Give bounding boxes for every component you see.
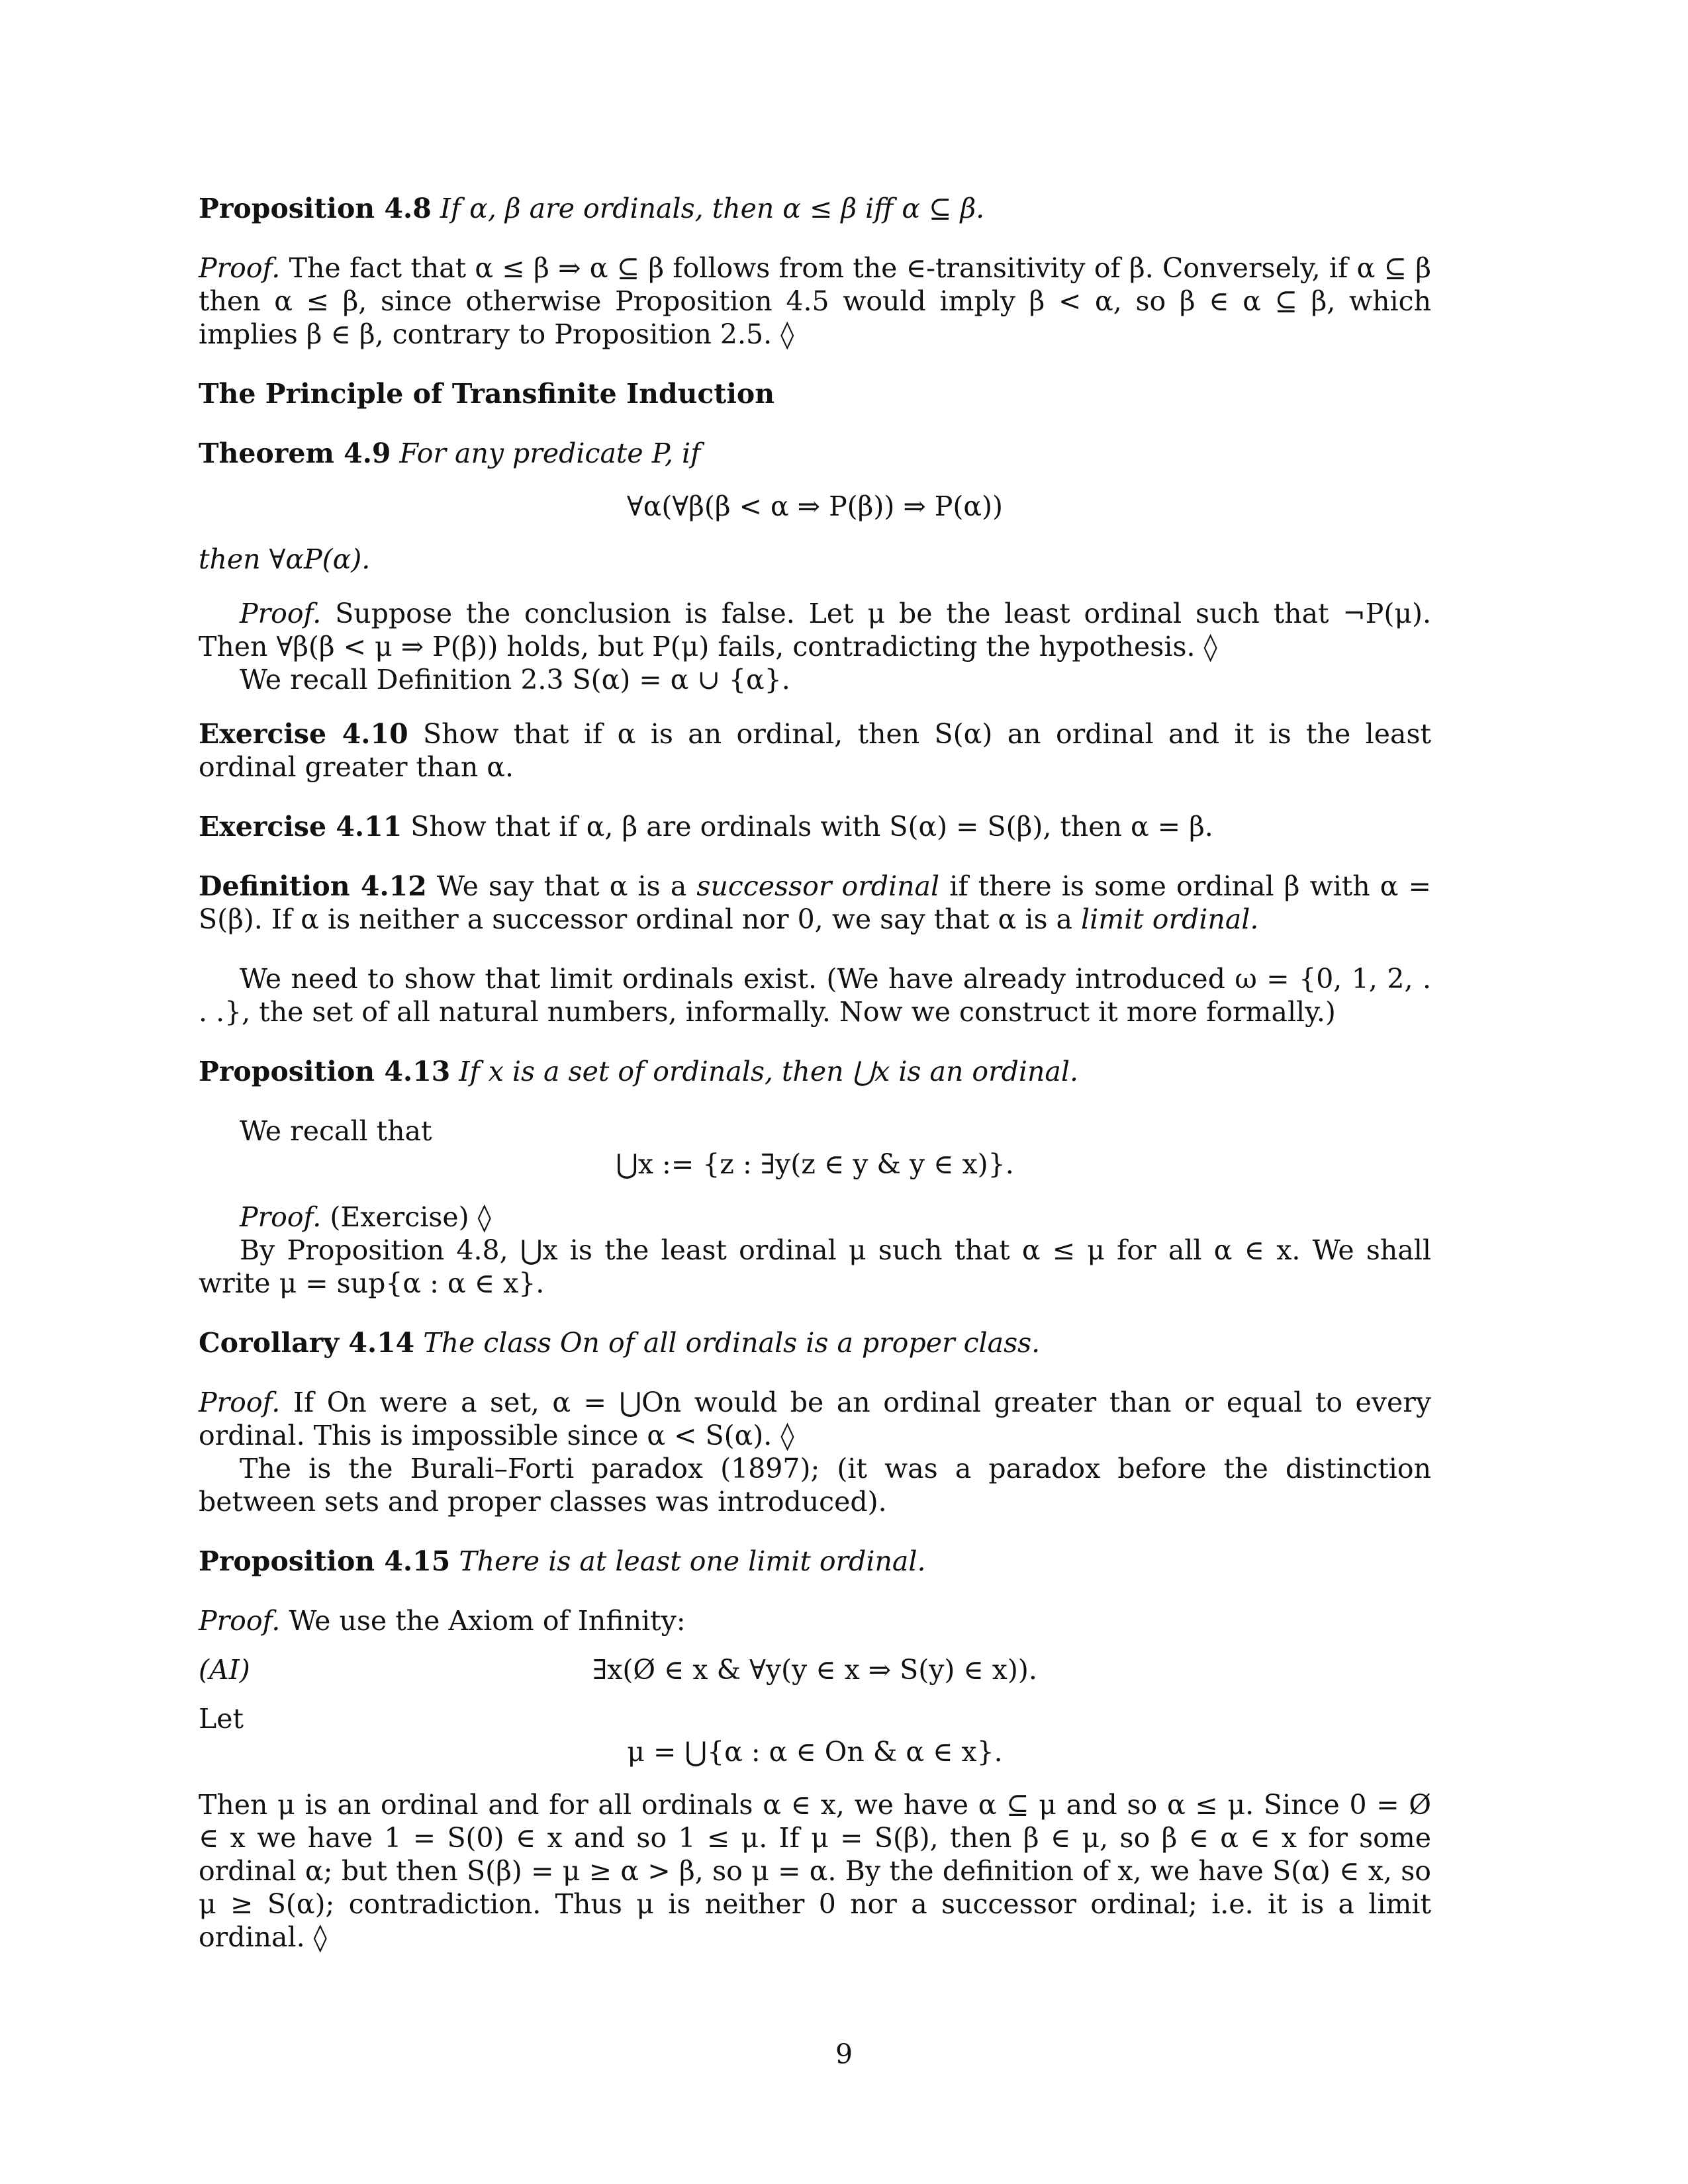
theorem-statement: For any predicate P, if xyxy=(399,437,701,469)
proposition-label: Proposition 4.15 xyxy=(199,1545,451,1577)
proof-text: The fact that α ≤ β ⇒ α ⊆ β follows from the ∈-transitivity of β. Conversely, if α ⊆ β then α ≤ β, since otherwise Proposition 4.5 would imply β < α, so β ∈ α ⊆ β, which implies β ∈ β, contrary to Proposition 2.5. ◊ xyxy=(199,252,1431,350)
exercise-label: Exercise 4.11 xyxy=(199,811,402,842)
proof-label: Proof. xyxy=(240,1201,322,1233)
exercise-4-11 xyxy=(199,810,1431,843)
supremum-remark: By Proposition 4.8, ⋃x is the least ordinal μ such that α ≤ μ for all α ∈ x. We shall write μ = sup{α : α ∈ x}. xyxy=(199,1234,1431,1299)
theorem-4-9 xyxy=(199,437,1431,470)
proposition-4-13 xyxy=(199,1055,1431,1088)
proposition-statement: If x is a set of ordinals, then ⋃x is an ordinal. xyxy=(459,1056,1079,1087)
corollary-label: Corollary 4.14 xyxy=(199,1327,415,1359)
proposition-4-15 xyxy=(199,1545,1431,1578)
proof-text: Suppose the conclusion is false. Let μ be the least ordinal such that ¬P(μ). Then ∀β(β < μ ⇒ P(β)) holds, but P(μ) fails, contradicting the hypothesis. ◊ xyxy=(199,598,1431,662)
recall-definition-2-3: We recall Definition 2.3 S(α) = α ∪ {α}. xyxy=(240,664,790,696)
proof-text: (Exercise) ◊ xyxy=(330,1201,491,1233)
axiom-of-infinity-display xyxy=(199,1653,1431,1686)
proof-4-8 xyxy=(199,251,1431,351)
burali-forti-remark: The is the Burali–Forti paradox (1897); (it was a paradox before the distinction between sets and proper classes was introduced). xyxy=(199,1453,1431,1518)
theorem-display-formula: ∀α(∀β(β < α ⇒ P(β)) ⇒ P(α)) xyxy=(626,490,1004,522)
proposition-statement: If α, β are ordinals, then α ≤ β iff α ⊆ β. xyxy=(440,193,985,224)
limit-ordinals-remark: We need to show that limit ordinals exist. (We have already introduced ω = {0, 1, 2, . . .}, the set of all natural numbers, informally. Now we construct it more formally.) xyxy=(199,963,1431,1028)
recall-text: We recall that xyxy=(240,1115,432,1147)
proof-4-15-intro: Proof. We use the Axiom of Infinity: xyxy=(199,1605,686,1637)
let-text: Let xyxy=(199,1703,244,1735)
proposition-label: Proposition 4.13 xyxy=(199,1056,451,1087)
axiom-tag: (AI) xyxy=(199,1654,250,1686)
term-successor-ordinal: successor ordinal xyxy=(696,870,940,902)
term-limit-ordinal: limit ordinal. xyxy=(1081,903,1259,935)
exercise-4-10 xyxy=(199,717,1431,784)
proof-label: Proof. xyxy=(199,1605,281,1637)
proof-4-9 xyxy=(199,597,1431,663)
page-body xyxy=(199,192,1431,1954)
proof-text: If On were a set, α = ⋃On would be an ordinal greater than or equal to every ordinal. This is impossible since α < S(α). ◊ xyxy=(199,1387,1431,1451)
exercise-text: Show that if α, β are ordinals with S(α) = S(β), then α = β. xyxy=(410,811,1213,842)
definition-4-12: Definition 4.12 We say that α is a successor ordinal if there is some ordinal β with α = S(β). If α is neither a successor ordinal nor 0, we say that α is a limit ordinal. xyxy=(199,870,1431,935)
page-number: 9 xyxy=(835,2038,853,2070)
theorem-label: Theorem 4.9 xyxy=(199,437,391,469)
definition-label: Definition 4.12 xyxy=(199,870,427,902)
mu-definition-formula: μ = ⋃{α : α ∈ On & α ∈ x}. xyxy=(627,1736,1003,1768)
proposition-statement: There is at least one limit ordinal. xyxy=(459,1545,926,1577)
proposition-label: Proposition 4.8 xyxy=(199,193,432,224)
union-definition-formula: ⋃x := {z : ∃y(z ∈ y & y ∈ x)}. xyxy=(616,1148,1014,1180)
exercise-text: Show that if α is an ordinal, then S(α) an ordinal and it is the least ordinal greater than α. xyxy=(199,718,1431,783)
proof-label: Proof. xyxy=(199,252,281,284)
axiom-formula: ∃x(Ø ∈ x & ∀y(y ∈ x ⇒ S(y) ∈ x)). xyxy=(592,1654,1037,1686)
proposition-4-8 xyxy=(199,192,1431,225)
proof-4-13 xyxy=(199,1201,1431,1234)
exercise-label: Exercise 4.10 xyxy=(199,718,408,750)
corollary-statement: The class On of all ordinals is a proper class. xyxy=(423,1327,1041,1359)
proof-4-15-conclusion: Then μ is an ordinal and for all ordinals α ∈ x, we have α ⊆ μ and so α ≤ μ. Since 0 = Ø ∈ x we have 1 = S(0) ∈ x and so 1 ≤ μ. If μ = S(β), then β ∈ μ, so β ∈ α ∈ x for some ordinal α; but then S(β) = μ ≥ α > β, so μ = α. By the definition of x, we have S(α) ∈ x, so μ ≥ S(α); contradiction. Thus μ is neither 0 nor a successor ordinal; i.e. it is a limit ordinal. ◊ xyxy=(199,1789,1431,1953)
corollary-4-14 xyxy=(199,1326,1431,1359)
theorem-conclusion: then ∀αP(α). xyxy=(199,543,371,575)
section-heading: The Principle of Transfinite Induction xyxy=(199,378,775,410)
proof-label: Proof. xyxy=(199,1387,281,1418)
proof-4-14 xyxy=(199,1386,1431,1452)
proof-label: Proof. xyxy=(240,598,322,629)
